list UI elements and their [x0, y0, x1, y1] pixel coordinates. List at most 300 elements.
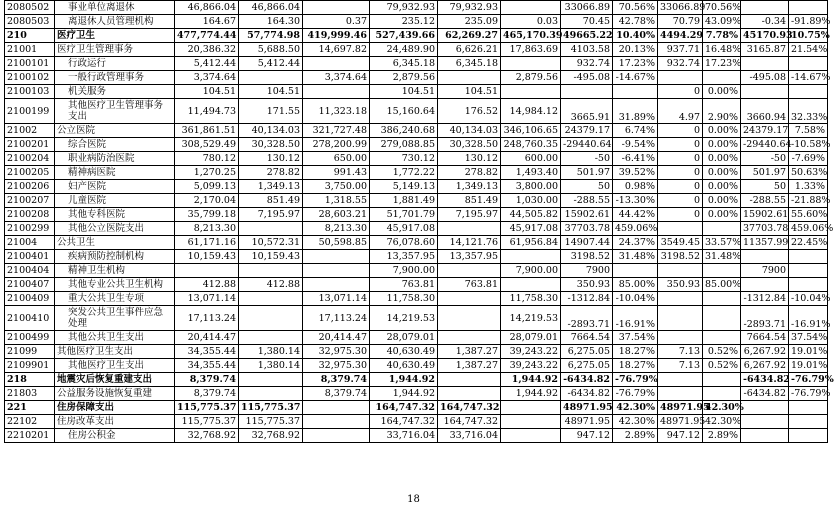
- value-cell: [501, 250, 561, 264]
- value-cell: [303, 250, 370, 264]
- value-cell: 7664.54: [741, 331, 789, 345]
- value-cell: 477,774.44: [175, 29, 239, 43]
- subject-name: 重大公共卫生专项: [55, 292, 175, 306]
- value-cell: 0.52%: [703, 345, 741, 359]
- subject-name: 事业单位离退休: [55, 1, 175, 15]
- value-cell: 235.12: [370, 15, 438, 29]
- value-cell: 34,355.44: [175, 359, 239, 373]
- value-cell: 57,774.98: [239, 29, 303, 43]
- value-cell: 1,944.92: [501, 387, 561, 401]
- value-cell: 780.12: [175, 152, 239, 166]
- value-cell: -9.54%: [613, 138, 658, 152]
- budget-table: [4, 0, 834, 443]
- table-row: [5, 278, 828, 292]
- value-cell: -91.89%: [789, 15, 828, 29]
- table-row: [5, 85, 828, 99]
- value-cell: 50: [561, 180, 613, 194]
- value-cell: 7.58%: [789, 124, 828, 138]
- subject-name: 其他公共卫生支出: [55, 331, 175, 345]
- value-cell: 0: [658, 208, 703, 222]
- value-cell: 851.49: [438, 194, 501, 208]
- value-cell: 33066.89: [561, 1, 613, 15]
- value-cell: 0: [658, 152, 703, 166]
- value-cell: 3165.87: [741, 43, 789, 57]
- value-cell: 10.75%: [789, 29, 828, 43]
- value-cell: [613, 264, 658, 278]
- subject-name: 儿童医院: [55, 194, 175, 208]
- subject-code: 2100101: [5, 57, 55, 71]
- value-cell: 32,768.92: [239, 429, 303, 443]
- value-cell: [239, 292, 303, 306]
- subject-code: 2100207: [5, 194, 55, 208]
- value-cell: 650.00: [303, 152, 370, 166]
- value-cell: 61,171.16: [175, 236, 239, 250]
- value-cell: 501.97: [741, 166, 789, 180]
- value-cell: 13,071.14: [175, 292, 239, 306]
- value-cell: -0.34: [741, 15, 789, 29]
- value-cell: [501, 57, 561, 71]
- value-cell: 20,414.47: [303, 331, 370, 345]
- value-cell: 1,380.14: [239, 359, 303, 373]
- value-cell: 0: [658, 124, 703, 138]
- value-cell: [501, 415, 561, 429]
- value-cell: 115,775.37: [175, 415, 239, 429]
- value-cell: [303, 415, 370, 429]
- table-row: [5, 1, 828, 15]
- value-cell: 0: [658, 180, 703, 194]
- value-cell: 7,900.00: [370, 264, 438, 278]
- value-cell: [438, 264, 501, 278]
- value-cell: 1,881.49: [370, 194, 438, 208]
- value-cell: [703, 222, 741, 236]
- value-cell: 1,944.92: [370, 387, 438, 401]
- value-cell: 1,030.00: [501, 194, 561, 208]
- value-cell: 30,328.50: [438, 138, 501, 152]
- value-cell: -10.04%: [789, 292, 828, 306]
- value-cell: 5,099.13: [175, 180, 239, 194]
- value-cell: 0.98%: [613, 180, 658, 194]
- value-cell: 0.00%: [703, 166, 741, 180]
- value-cell: [658, 387, 703, 401]
- value-cell: 33.57%: [703, 236, 741, 250]
- subject-name: 精神卫生机构: [55, 264, 175, 278]
- value-cell: 947.12: [561, 429, 613, 443]
- value-cell: [789, 264, 828, 278]
- value-cell: 6,267.92: [741, 359, 789, 373]
- value-cell: 37.54%: [613, 331, 658, 345]
- subject-name: 地震灾后恢复重建支出: [55, 373, 175, 387]
- value-cell: 20.13%: [613, 43, 658, 57]
- subject-name: 突发公共卫生事件应急处理: [55, 306, 175, 331]
- value-cell: 2,879.56: [370, 71, 438, 85]
- value-cell: [438, 292, 501, 306]
- value-cell: [501, 85, 561, 99]
- table-row: [5, 71, 828, 85]
- value-cell: -6434.82: [741, 387, 789, 401]
- value-cell: 10,572.31: [239, 236, 303, 250]
- value-cell: 33,716.04: [370, 429, 438, 443]
- table-row: [5, 250, 828, 264]
- value-cell: 6.74%: [613, 124, 658, 138]
- value-cell: 1,772.22: [370, 166, 438, 180]
- value-cell: 40,630.49: [370, 359, 438, 373]
- table-row: [5, 387, 828, 401]
- value-cell: 350.93: [658, 278, 703, 292]
- value-cell: 419,999.46: [303, 29, 370, 43]
- value-cell: 6,267.92: [741, 345, 789, 359]
- value-cell: -288.55: [741, 194, 789, 208]
- value-cell: 932.74: [561, 57, 613, 71]
- value-cell: -6.41%: [613, 152, 658, 166]
- value-cell: 279,088.85: [370, 138, 438, 152]
- value-cell: [438, 222, 501, 236]
- value-cell: [438, 306, 501, 331]
- value-cell: 0.03: [501, 15, 561, 29]
- value-cell: 48971.95: [561, 401, 613, 415]
- value-cell: 17,113.24: [175, 306, 239, 331]
- table-row: [5, 166, 828, 180]
- value-cell: 48971.95: [658, 401, 703, 415]
- value-cell: 7,195.97: [239, 208, 303, 222]
- value-cell: [501, 401, 561, 415]
- table-row: [5, 415, 828, 429]
- value-cell: 3,800.00: [501, 180, 561, 194]
- value-cell: 7,900.00: [501, 264, 561, 278]
- value-cell: 0.00%: [703, 124, 741, 138]
- value-cell: 39.52%: [613, 166, 658, 180]
- value-cell: 14,219.53: [501, 306, 561, 331]
- value-cell: 8,379.74: [175, 387, 239, 401]
- subject-name: 行政运行: [55, 57, 175, 71]
- value-cell: 8,213.30: [175, 222, 239, 236]
- table-row: [5, 264, 828, 278]
- subject-code: 2100206: [5, 180, 55, 194]
- value-cell: 7.13: [658, 359, 703, 373]
- value-cell: 7900: [741, 264, 789, 278]
- value-cell: 70.56%: [613, 1, 658, 15]
- value-cell: [613, 85, 658, 99]
- value-cell: 49665.22: [561, 29, 613, 43]
- value-cell: 115,775.37: [239, 415, 303, 429]
- table-row: [5, 43, 828, 57]
- value-cell: 55.60%: [789, 208, 828, 222]
- value-cell: 115,775.37: [239, 401, 303, 415]
- value-cell: 5,688.50: [239, 43, 303, 57]
- value-cell: 164,747.32: [370, 401, 438, 415]
- value-cell: [438, 387, 501, 401]
- subject-code: 21803: [5, 387, 55, 401]
- value-cell: [703, 306, 741, 331]
- value-cell: [561, 85, 613, 99]
- value-cell: 1,493.40: [501, 166, 561, 180]
- subject-code: 2100204: [5, 152, 55, 166]
- value-cell: 15902.61: [741, 208, 789, 222]
- table-row: [5, 359, 828, 373]
- value-cell: 4103.58: [561, 43, 613, 57]
- value-cell: [658, 292, 703, 306]
- value-cell: 278.82: [239, 166, 303, 180]
- value-cell: 28,079.01: [501, 331, 561, 345]
- value-cell: 44.42%: [613, 208, 658, 222]
- value-cell: 5,412.44: [239, 57, 303, 71]
- value-cell: [303, 429, 370, 443]
- value-cell: 42.30%: [703, 415, 741, 429]
- value-cell: -495.08: [561, 71, 613, 85]
- subject-name: 住房保障支出: [55, 401, 175, 415]
- value-cell: 43.09%: [703, 15, 741, 29]
- subject-name: 疾病预防控制机构: [55, 250, 175, 264]
- value-cell: 8,379.74: [303, 373, 370, 387]
- table-row: [5, 222, 828, 236]
- value-cell: -50: [741, 152, 789, 166]
- value-cell: 79,932.93: [438, 1, 501, 15]
- value-cell: 164.30: [239, 15, 303, 29]
- value-cell: 851.49: [239, 194, 303, 208]
- value-cell: [741, 85, 789, 99]
- subject-code: 21002: [5, 124, 55, 138]
- value-cell: -76.79%: [613, 387, 658, 401]
- value-cell: [658, 331, 703, 345]
- value-cell: [741, 1, 789, 15]
- value-cell: [789, 57, 828, 71]
- value-cell: 176.52: [438, 99, 501, 124]
- subject-name: 公立医院: [55, 124, 175, 138]
- subject-code: 2100102: [5, 71, 55, 85]
- value-cell: [789, 278, 828, 292]
- value-cell: [703, 264, 741, 278]
- value-cell: 28,079.01: [370, 331, 438, 345]
- value-cell: 14,121.76: [438, 236, 501, 250]
- value-cell: -10.04%: [613, 292, 658, 306]
- value-cell: 17,863.69: [501, 43, 561, 57]
- value-cell: 2,170.04: [175, 194, 239, 208]
- value-cell: [303, 1, 370, 15]
- subject-code: 2100410: [5, 306, 55, 331]
- value-cell: 32,768.92: [175, 429, 239, 443]
- value-cell: 5,412.44: [175, 57, 239, 71]
- table-body: [5, 1, 834, 443]
- value-cell: 0.00%: [703, 138, 741, 152]
- value-cell: 3,374.64: [175, 71, 239, 85]
- value-cell: [703, 292, 741, 306]
- value-cell: 7.13: [658, 345, 703, 359]
- value-cell: 8,213.30: [303, 222, 370, 236]
- value-cell: 22.45%: [789, 236, 828, 250]
- subject-code: 2100407: [5, 278, 55, 292]
- value-cell: 40,630.49: [370, 345, 438, 359]
- value-cell: 11357.99: [741, 236, 789, 250]
- subject-code: 2100409: [5, 292, 55, 306]
- value-cell: [789, 250, 828, 264]
- value-cell: 1,349.13: [438, 180, 501, 194]
- value-cell: 11,758.30: [501, 292, 561, 306]
- value-cell: -2893.71: [561, 306, 613, 331]
- value-cell: 1,349.13: [239, 180, 303, 194]
- value-cell: 1,944.92: [501, 373, 561, 387]
- subject-code: 2100299: [5, 222, 55, 236]
- value-cell: 32,975.30: [303, 359, 370, 373]
- value-cell: [741, 429, 789, 443]
- value-cell: 1.33%: [789, 180, 828, 194]
- value-cell: 19.01%: [789, 359, 828, 373]
- value-cell: 248,760.35: [501, 138, 561, 152]
- value-cell: 10.40%: [613, 29, 658, 43]
- subject-name: 职业病防治医院: [55, 152, 175, 166]
- value-cell: [303, 401, 370, 415]
- value-cell: 48971.95: [658, 415, 703, 429]
- value-cell: 0.37: [303, 15, 370, 29]
- value-cell: 4.97: [658, 99, 703, 124]
- subject-code: 21004: [5, 236, 55, 250]
- value-cell: 527,439.66: [370, 29, 438, 43]
- value-cell: 991.43: [303, 166, 370, 180]
- value-cell: 70.56%: [703, 1, 741, 15]
- value-cell: [239, 387, 303, 401]
- value-cell: [741, 250, 789, 264]
- value-cell: -14.67%: [789, 71, 828, 85]
- value-cell: 346,106.65: [501, 124, 561, 138]
- page-number: 18: [407, 494, 420, 505]
- table-row: [5, 306, 828, 331]
- value-cell: 13,357.95: [370, 250, 438, 264]
- value-cell: 763.81: [370, 278, 438, 292]
- value-cell: 104.51: [239, 85, 303, 99]
- value-cell: [703, 373, 741, 387]
- value-cell: 32.33%: [789, 99, 828, 124]
- value-cell: 42.30%: [613, 415, 658, 429]
- value-cell: 600.00: [501, 152, 561, 166]
- table-row: [5, 236, 828, 250]
- value-cell: 932.74: [658, 57, 703, 71]
- value-cell: 46,866.04: [239, 1, 303, 15]
- subject-code: 2080502: [5, 1, 55, 15]
- table-row: [5, 99, 828, 124]
- value-cell: 3198.52: [561, 250, 613, 264]
- value-cell: -6434.82: [561, 387, 613, 401]
- value-cell: 0: [658, 85, 703, 99]
- value-cell: [741, 278, 789, 292]
- value-cell: 104.51: [370, 85, 438, 99]
- value-cell: 14,219.53: [370, 306, 438, 331]
- value-cell: 16.48%: [703, 43, 741, 57]
- value-cell: [658, 264, 703, 278]
- value-cell: 34,355.44: [175, 345, 239, 359]
- subject-name: 综合医院: [55, 138, 175, 152]
- value-cell: 40,134.03: [239, 124, 303, 138]
- subject-code: 2100499: [5, 331, 55, 345]
- subject-code: 2100401: [5, 250, 55, 264]
- table-row: [5, 57, 828, 71]
- value-cell: 0.00%: [703, 152, 741, 166]
- subject-name: 离退休人员管理机构: [55, 15, 175, 29]
- value-cell: -495.08: [741, 71, 789, 85]
- value-cell: -50: [561, 152, 613, 166]
- value-cell: 46,866.04: [175, 1, 239, 15]
- subject-name: 妇产医院: [55, 180, 175, 194]
- value-cell: 42.30%: [613, 401, 658, 415]
- table-row: [5, 124, 828, 138]
- value-cell: -6434.82: [561, 373, 613, 387]
- value-cell: 2,879.56: [501, 71, 561, 85]
- table-row: [5, 292, 828, 306]
- subject-code: 21099: [5, 345, 55, 359]
- value-cell: 6,626.21: [438, 43, 501, 57]
- table-row: [5, 180, 828, 194]
- value-cell: 20,386.32: [175, 43, 239, 57]
- value-cell: 76,078.60: [370, 236, 438, 250]
- value-cell: 501.97: [561, 166, 613, 180]
- subject-name: 住房改革支出: [55, 415, 175, 429]
- value-cell: 15,160.64: [370, 99, 438, 124]
- value-cell: [789, 429, 828, 443]
- subject-code: 210: [5, 29, 55, 43]
- value-cell: 115,775.37: [175, 401, 239, 415]
- value-cell: 947.12: [658, 429, 703, 443]
- value-cell: 0.00%: [703, 194, 741, 208]
- value-cell: 32,975.30: [303, 345, 370, 359]
- value-cell: 8,379.74: [175, 373, 239, 387]
- value-cell: 3665.91: [561, 99, 613, 124]
- value-cell: 130.12: [239, 152, 303, 166]
- subject-name: 一般行政管理事务: [55, 71, 175, 85]
- value-cell: 1,387.27: [438, 345, 501, 359]
- value-cell: 39,243.22: [501, 345, 561, 359]
- subject-code: 2100201: [5, 138, 55, 152]
- value-cell: 19.01%: [789, 345, 828, 359]
- value-cell: 17,113.24: [303, 306, 370, 331]
- subject-name: 其他医疗卫生支出: [55, 359, 175, 373]
- subject-code: 221: [5, 401, 55, 415]
- subject-name: 其他专业公共卫生机构: [55, 278, 175, 292]
- value-cell: 321,727.48: [303, 124, 370, 138]
- value-cell: [239, 71, 303, 85]
- value-cell: -76.79%: [789, 387, 828, 401]
- value-cell: 24.37%: [613, 236, 658, 250]
- value-cell: [658, 222, 703, 236]
- subject-code: 2100103: [5, 85, 55, 99]
- value-cell: [239, 331, 303, 345]
- value-cell: -10.58%: [789, 138, 828, 152]
- subject-code: 2100404: [5, 264, 55, 278]
- value-cell: [303, 264, 370, 278]
- value-cell: 11,758.30: [370, 292, 438, 306]
- subject-code: 218: [5, 373, 55, 387]
- value-cell: [303, 278, 370, 292]
- value-cell: 7664.54: [561, 331, 613, 345]
- subject-name: 公共卫生: [55, 236, 175, 250]
- value-cell: 42.78%: [613, 15, 658, 29]
- value-cell: [239, 222, 303, 236]
- value-cell: 2.89%: [703, 429, 741, 443]
- value-cell: 361,861.51: [175, 124, 239, 138]
- value-cell: [703, 387, 741, 401]
- value-cell: 85.00%: [703, 278, 741, 292]
- value-cell: [789, 415, 828, 429]
- value-cell: [438, 331, 501, 345]
- value-cell: 3198.52: [658, 250, 703, 264]
- value-cell: -14.67%: [613, 71, 658, 85]
- value-cell: [789, 1, 828, 15]
- value-cell: 48971.95: [561, 415, 613, 429]
- value-cell: 1,270.25: [175, 166, 239, 180]
- subject-name: 其他医疗卫生管理事务支出: [55, 99, 175, 124]
- value-cell: 3660.94: [741, 99, 789, 124]
- value-cell: 62,269.27: [438, 29, 501, 43]
- value-cell: [501, 278, 561, 292]
- value-cell: 308,529.49: [175, 138, 239, 152]
- value-cell: 412.88: [239, 278, 303, 292]
- value-cell: 37.54%: [789, 331, 828, 345]
